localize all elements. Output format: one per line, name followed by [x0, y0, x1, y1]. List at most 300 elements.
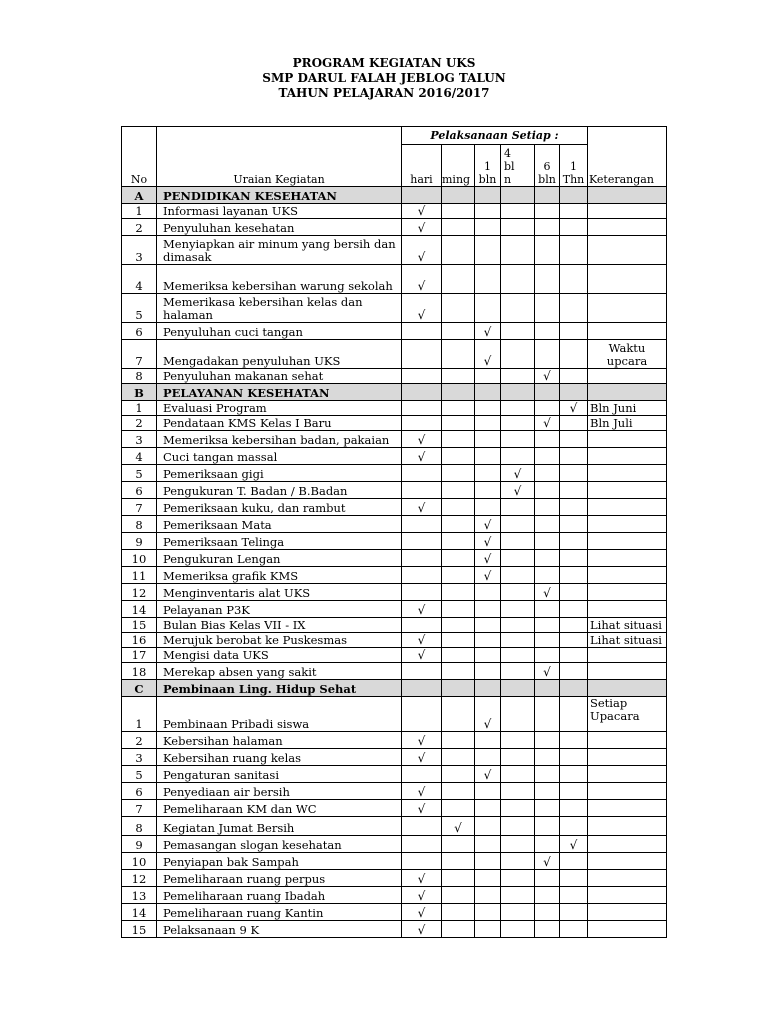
checkmark-icon: √ — [417, 785, 426, 799]
row-activity: Menginventaris alat UKS — [157, 584, 402, 601]
checkmark-icon: √ — [417, 734, 426, 748]
frequency-cell-bln4 — [501, 783, 535, 800]
frequency-cell-bln4 — [501, 584, 535, 601]
row-activity: Penyuluhan cuci tangan — [157, 323, 402, 340]
frequency-cell-thn — [560, 921, 588, 938]
section-empty-cell — [588, 680, 667, 697]
frequency-cell-bln4 — [501, 633, 535, 648]
frequency-cell-thn — [560, 904, 588, 921]
frequency-cell-thn — [560, 265, 588, 294]
frequency-cell-bln6 — [535, 783, 560, 800]
frequency-cell-hari — [402, 369, 442, 384]
checkmark-icon: √ — [543, 665, 551, 679]
frequency-cell-thn — [560, 323, 588, 340]
header-1bln-number: 1 — [484, 160, 491, 173]
frequency-cell-bln1 — [475, 265, 501, 294]
frequency-cell-bln6 — [535, 516, 560, 533]
header-ming: ming — [442, 145, 475, 187]
row-number: 12 — [122, 584, 157, 601]
frequency-cell-hari — [402, 499, 442, 516]
frequency-cell-ming — [442, 836, 475, 853]
checkmark-icon: √ — [417, 279, 426, 293]
frequency-cell-ming — [442, 550, 475, 567]
frequency-cell-bln4 — [501, 870, 535, 887]
checkmark-icon: √ — [543, 855, 551, 869]
frequency-cell-bln1 — [475, 465, 501, 482]
checkmark-icon: √ — [454, 821, 462, 835]
frequency-cell-ming — [442, 416, 475, 431]
header-uraian: Uraian Kegiatan — [157, 127, 402, 187]
frequency-cell-thn — [560, 431, 588, 448]
frequency-cell-bln6 — [535, 236, 560, 265]
doc-title-line1: PROGRAM KEGIATAN UKS — [292, 56, 476, 70]
row-keterangan — [588, 236, 667, 265]
frequency-cell-hari — [402, 465, 442, 482]
frequency-cell-thn — [560, 465, 588, 482]
frequency-cell-thn — [560, 618, 588, 633]
checkmark-icon: √ — [483, 325, 492, 339]
checkmark-icon: √ — [417, 204, 426, 218]
table-row — [122, 294, 667, 323]
frequency-cell-bln1 — [475, 601, 501, 618]
row-number: 6 — [122, 482, 157, 499]
header-keterangan: Keterangan — [588, 127, 667, 187]
frequency-cell-thn — [560, 663, 588, 680]
frequency-cell-hari — [402, 618, 442, 633]
frequency-cell-thn — [560, 732, 588, 749]
frequency-cell-ming — [442, 533, 475, 550]
checkmark-icon: √ — [483, 768, 492, 782]
row-keterangan — [588, 648, 667, 663]
frequency-cell-thn — [560, 749, 588, 766]
frequency-cell-bln1 — [475, 416, 501, 431]
row-keterangan — [588, 921, 667, 938]
frequency-cell-ming — [442, 921, 475, 938]
row-number: 11 — [122, 567, 157, 584]
frequency-cell-bln1 — [475, 853, 501, 870]
frequency-cell-bln4 — [501, 749, 535, 766]
frequency-cell-ming — [442, 601, 475, 618]
section-row — [122, 187, 667, 204]
section-row — [122, 384, 667, 401]
frequency-cell-thn — [560, 294, 588, 323]
frequency-cell-bln1 — [475, 323, 501, 340]
frequency-cell-bln6 — [535, 482, 560, 499]
frequency-cell-bln6 — [535, 663, 560, 680]
row-keterangan — [588, 836, 667, 853]
row-activity: Memeriksa kebersihan warung sekolah — [157, 265, 402, 294]
row-number: 13 — [122, 887, 157, 904]
frequency-cell-bln4 — [501, 431, 535, 448]
header-4bln-unit-b: n — [504, 173, 512, 186]
row-number: 2 — [122, 219, 157, 236]
table-row — [122, 533, 667, 550]
frequency-cell-bln4 — [501, 618, 535, 633]
row-activity: Pemeriksaan Telinga — [157, 533, 402, 550]
header-4bln — [501, 145, 535, 187]
table-row — [122, 369, 667, 384]
frequency-cell-bln6 — [535, 465, 560, 482]
frequency-cell-thn — [560, 236, 588, 265]
section-empty-cell — [442, 187, 475, 204]
frequency-cell-thn — [560, 697, 588, 732]
frequency-cell-hari — [402, 516, 442, 533]
row-keterangan — [588, 369, 667, 384]
row-activity: Kebersihan halaman — [157, 732, 402, 749]
frequency-cell-thn — [560, 401, 588, 416]
row-keterangan — [588, 265, 667, 294]
row-activity: Kebersihan ruang kelas — [157, 749, 402, 766]
section-empty-cell — [442, 680, 475, 697]
row-activity: Memeriksa grafik KMS — [157, 567, 402, 584]
table-row — [122, 236, 667, 265]
frequency-cell-ming — [442, 766, 475, 783]
frequency-cell-bln4 — [501, 766, 535, 783]
row-number: 4 — [122, 265, 157, 294]
frequency-cell-bln1 — [475, 618, 501, 633]
row-activity: Penyiapan bak Sampah — [157, 853, 402, 870]
frequency-cell-bln6 — [535, 499, 560, 516]
table-row — [122, 904, 667, 921]
doc-title-line3: TAHUN PELAJARAN 2016/2017 — [278, 86, 490, 100]
section-empty-cell — [475, 384, 501, 401]
row-activity: Penyuluhan makanan sehat — [157, 369, 402, 384]
row-activity: Pengaturan sanitasi — [157, 766, 402, 783]
frequency-cell-bln1 — [475, 448, 501, 465]
frequency-cell-ming — [442, 236, 475, 265]
row-keterangan — [588, 732, 667, 749]
frequency-cell-thn — [560, 499, 588, 516]
frequency-cell-bln1 — [475, 204, 501, 219]
frequency-cell-ming — [442, 633, 475, 648]
section-row — [122, 680, 667, 697]
table-row — [122, 601, 667, 618]
frequency-cell-hari — [402, 648, 442, 663]
frequency-cell-bln4 — [501, 887, 535, 904]
table-row — [122, 766, 667, 783]
frequency-cell-hari — [402, 416, 442, 431]
row-activity: Pemeriksaan kuku, dan rambut — [157, 499, 402, 516]
frequency-cell-bln6 — [535, 369, 560, 384]
frequency-cell-ming — [442, 265, 475, 294]
row-number: 15 — [122, 921, 157, 938]
checkmark-icon: √ — [513, 467, 522, 481]
row-number: 7 — [122, 800, 157, 817]
frequency-cell-bln4 — [501, 601, 535, 618]
section-empty-cell — [475, 187, 501, 204]
frequency-cell-bln4 — [501, 921, 535, 938]
checkmark-icon: √ — [417, 633, 426, 647]
row-number: 4 — [122, 448, 157, 465]
row-number: 18 — [122, 663, 157, 680]
row-number: 8 — [122, 516, 157, 533]
row-activity: Merujuk berobat ke Puskesmas — [157, 633, 402, 648]
frequency-cell-bln6 — [535, 265, 560, 294]
row-number: 16 — [122, 633, 157, 648]
checkmark-icon: √ — [417, 250, 426, 264]
frequency-cell-thn — [560, 416, 588, 431]
frequency-cell-thn — [560, 853, 588, 870]
frequency-cell-thn — [560, 648, 588, 663]
checkmark-icon: √ — [483, 535, 492, 549]
frequency-cell-hari — [402, 601, 442, 618]
header-hari: hari — [402, 145, 442, 187]
table-row — [122, 697, 667, 732]
frequency-cell-bln4 — [501, 800, 535, 817]
section-title: PENDIDIKAN KESEHATAN — [157, 187, 402, 204]
section-empty-cell — [535, 187, 560, 204]
frequency-cell-hari — [402, 921, 442, 938]
frequency-cell-bln1 — [475, 766, 501, 783]
frequency-cell-ming — [442, 204, 475, 219]
frequency-cell-hari — [402, 853, 442, 870]
frequency-cell-bln4 — [501, 265, 535, 294]
row-number: 5 — [122, 465, 157, 482]
header-4bln-unit-a: bl — [504, 160, 515, 173]
frequency-cell-bln4 — [501, 516, 535, 533]
frequency-cell-thn — [560, 550, 588, 567]
row-keterangan: Setiap Upacara — [588, 697, 667, 732]
frequency-cell-ming — [442, 567, 475, 584]
row-keterangan — [588, 800, 667, 817]
frequency-cell-thn — [560, 533, 588, 550]
frequency-cell-ming — [442, 431, 475, 448]
frequency-cell-hari — [402, 870, 442, 887]
frequency-cell-bln1 — [475, 219, 501, 236]
frequency-cell-ming — [442, 749, 475, 766]
table-row — [122, 265, 667, 294]
row-activity: Pelaksanaan 9 K — [157, 921, 402, 938]
frequency-cell-bln4 — [501, 204, 535, 219]
frequency-cell-bln1 — [475, 516, 501, 533]
frequency-cell-bln4 — [501, 550, 535, 567]
frequency-cell-thn — [560, 766, 588, 783]
frequency-cell-ming — [442, 817, 475, 836]
row-activity: Informasi layanan UKS — [157, 204, 402, 219]
table-row — [122, 482, 667, 499]
frequency-cell-hari — [402, 294, 442, 323]
frequency-cell-hari — [402, 783, 442, 800]
table-row — [122, 749, 667, 766]
checkmark-icon: √ — [543, 416, 551, 430]
row-number: 6 — [122, 323, 157, 340]
frequency-cell-bln4 — [501, 648, 535, 663]
row-activity: Pemeliharaan ruang Kantin — [157, 904, 402, 921]
row-keterangan — [588, 219, 667, 236]
frequency-cell-bln4 — [501, 448, 535, 465]
row-keterangan — [588, 431, 667, 448]
row-number: 17 — [122, 648, 157, 663]
table-row — [122, 648, 667, 663]
section-empty-cell — [535, 384, 560, 401]
frequency-cell-bln6 — [535, 567, 560, 584]
row-activity: Penyediaan air bersih — [157, 783, 402, 800]
checkmark-icon: √ — [417, 433, 426, 447]
section-empty-cell — [402, 680, 442, 697]
checkmark-icon: √ — [483, 569, 492, 583]
table-row — [122, 550, 667, 567]
table-row — [122, 800, 667, 817]
table-row — [122, 219, 667, 236]
frequency-cell-bln1 — [475, 783, 501, 800]
frequency-cell-bln6 — [535, 448, 560, 465]
row-activity: Mengisi data UKS — [157, 648, 402, 663]
row-number: 14 — [122, 904, 157, 921]
row-keterangan — [588, 448, 667, 465]
checkmark-icon: √ — [483, 552, 492, 566]
checkmark-icon: √ — [483, 717, 492, 731]
frequency-cell-bln4 — [501, 236, 535, 265]
frequency-cell-hari — [402, 697, 442, 732]
frequency-cell-bln6 — [535, 323, 560, 340]
row-activity: Pemeliharaan ruang Ibadah — [157, 887, 402, 904]
frequency-cell-bln1 — [475, 749, 501, 766]
header-1thn — [560, 145, 588, 187]
frequency-cell-bln6 — [535, 219, 560, 236]
frequency-cell-hari — [402, 323, 442, 340]
section-code: B — [122, 384, 157, 401]
frequency-cell-ming — [442, 732, 475, 749]
header-1bln-unit: bln — [478, 173, 497, 186]
row-keterangan — [588, 887, 667, 904]
table-row — [122, 663, 667, 680]
frequency-cell-bln1 — [475, 887, 501, 904]
frequency-cell-hari — [402, 401, 442, 416]
frequency-cell-thn — [560, 601, 588, 618]
section-empty-cell — [501, 680, 535, 697]
row-number: 7 — [122, 340, 157, 369]
frequency-cell-bln4 — [501, 219, 535, 236]
row-keterangan — [588, 204, 667, 219]
frequency-cell-bln6 — [535, 732, 560, 749]
frequency-cell-bln4 — [501, 294, 535, 323]
frequency-cell-hari — [402, 633, 442, 648]
frequency-cell-hari — [402, 431, 442, 448]
frequency-cell-ming — [442, 401, 475, 416]
frequency-cell-hari — [402, 265, 442, 294]
row-number: 2 — [122, 416, 157, 431]
frequency-cell-bln6 — [535, 836, 560, 853]
table-row — [122, 340, 667, 369]
frequency-cell-bln4 — [501, 416, 535, 431]
table-row — [122, 416, 667, 431]
frequency-cell-thn — [560, 836, 588, 853]
frequency-cell-hari — [402, 219, 442, 236]
frequency-cell-bln4 — [501, 340, 535, 369]
frequency-cell-bln6 — [535, 533, 560, 550]
row-number: 8 — [122, 369, 157, 384]
frequency-cell-bln1 — [475, 550, 501, 567]
frequency-cell-ming — [442, 323, 475, 340]
section-title: PELAYANAN KESEHATAN — [157, 384, 402, 401]
frequency-cell-bln6 — [535, 749, 560, 766]
frequency-cell-bln1 — [475, 584, 501, 601]
row-keterangan — [588, 533, 667, 550]
frequency-cell-bln1 — [475, 800, 501, 817]
checkmark-icon: √ — [417, 450, 426, 464]
checkmark-icon: √ — [483, 518, 492, 532]
checkmark-icon: √ — [417, 221, 426, 235]
frequency-cell-ming — [442, 369, 475, 384]
header-1thn-number: 1 — [570, 160, 577, 173]
frequency-cell-hari — [402, 904, 442, 921]
row-number: 3 — [122, 749, 157, 766]
row-activity: Pemasangan slogan kesehatan — [157, 836, 402, 853]
frequency-cell-hari — [402, 800, 442, 817]
row-number: 12 — [122, 870, 157, 887]
section-empty-cell — [588, 187, 667, 204]
frequency-cell-thn — [560, 887, 588, 904]
frequency-cell-bln6 — [535, 550, 560, 567]
frequency-cell-ming — [442, 870, 475, 887]
header-6bln-number: 6 — [543, 160, 551, 173]
header-1bln — [475, 145, 501, 187]
row-activity: Pemeliharaan KM dan WC — [157, 800, 402, 817]
table-row — [122, 817, 667, 836]
frequency-cell-ming — [442, 800, 475, 817]
frequency-cell-bln4 — [501, 663, 535, 680]
checkmark-icon: √ — [417, 889, 426, 903]
frequency-cell-bln4 — [501, 533, 535, 550]
row-keterangan — [588, 499, 667, 516]
header-row-top — [122, 127, 667, 145]
frequency-cell-hari — [402, 836, 442, 853]
frequency-cell-hari — [402, 482, 442, 499]
row-activity: Bulan Bias Kelas VII - IX — [157, 618, 402, 633]
frequency-cell-bln6 — [535, 766, 560, 783]
section-code: A — [122, 187, 157, 204]
row-keterangan — [588, 853, 667, 870]
frequency-cell-bln6 — [535, 416, 560, 431]
row-keterangan — [588, 482, 667, 499]
section-code: C — [122, 680, 157, 697]
frequency-cell-thn — [560, 633, 588, 648]
frequency-cell-bln6 — [535, 401, 560, 416]
row-number: 15 — [122, 618, 157, 633]
frequency-cell-ming — [442, 618, 475, 633]
row-number: 9 — [122, 836, 157, 853]
header-1thn-unit: Thn — [562, 173, 585, 186]
frequency-cell-hari — [402, 732, 442, 749]
frequency-cell-thn — [560, 340, 588, 369]
frequency-cell-bln1 — [475, 870, 501, 887]
frequency-cell-thn — [560, 219, 588, 236]
table-row — [122, 204, 667, 219]
checkmark-icon: √ — [417, 872, 426, 886]
frequency-cell-thn — [560, 204, 588, 219]
frequency-cell-bln4 — [501, 836, 535, 853]
table-row — [122, 584, 667, 601]
row-keterangan — [588, 749, 667, 766]
frequency-cell-ming — [442, 648, 475, 663]
frequency-cell-hari — [402, 236, 442, 265]
row-number: 1 — [122, 204, 157, 219]
frequency-cell-bln6 — [535, 887, 560, 904]
row-activity: Pemeriksaan gigi — [157, 465, 402, 482]
table-row — [122, 921, 667, 938]
table-row — [122, 633, 667, 648]
row-keterangan: Waktu upcara — [588, 340, 667, 369]
row-number: 14 — [122, 601, 157, 618]
header-pelaksanaan: Pelaksanaan Setiap : — [402, 127, 588, 145]
frequency-cell-bln1 — [475, 499, 501, 516]
table-row — [122, 887, 667, 904]
row-activity: Evaluasi Program — [157, 401, 402, 416]
frequency-cell-thn — [560, 369, 588, 384]
table-body — [122, 127, 667, 938]
row-keterangan — [588, 567, 667, 584]
section-empty-cell — [560, 187, 588, 204]
